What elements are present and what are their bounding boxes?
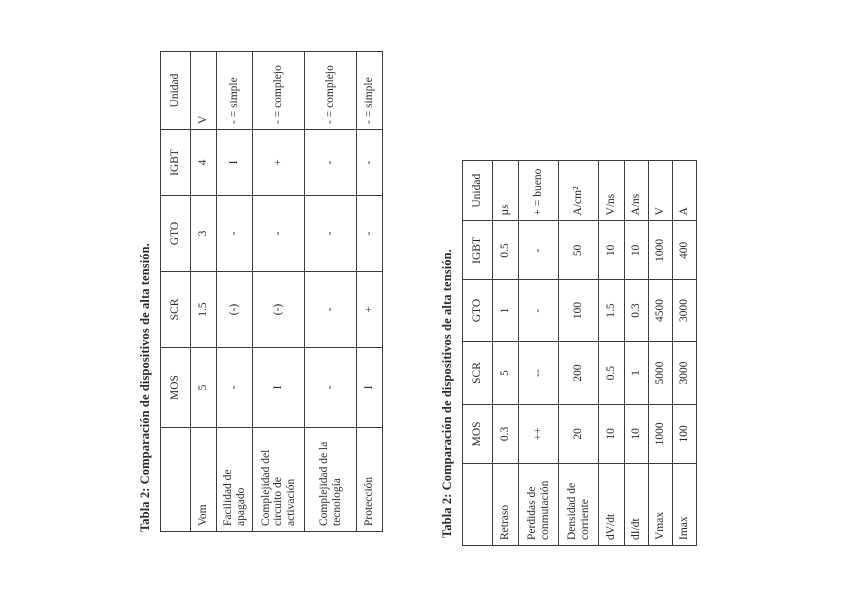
cell: - bbox=[357, 130, 383, 196]
table-2-corner bbox=[463, 463, 493, 545]
table-row bbox=[253, 52, 305, 532]
cell: 10 bbox=[625, 405, 649, 463]
cell: V bbox=[191, 52, 217, 130]
cell: - bbox=[217, 348, 253, 428]
table-row bbox=[649, 161, 673, 546]
row-label: Perdidas de conmutación bbox=[519, 463, 559, 545]
table-1-col-igbt: IGBT bbox=[161, 130, 191, 196]
table-2-col-mos: MOS bbox=[463, 405, 493, 463]
table-2-block bbox=[440, 160, 697, 546]
cell: A/ns bbox=[625, 161, 649, 221]
table-row bbox=[305, 52, 357, 532]
cell: 5 bbox=[493, 341, 519, 405]
cell: - bbox=[305, 130, 357, 196]
table-1-col-unidad: Unidad bbox=[161, 52, 191, 130]
cell: ++ bbox=[519, 405, 559, 463]
cell: 0.5 bbox=[493, 221, 519, 280]
cell: V bbox=[649, 161, 673, 221]
table-row bbox=[519, 161, 559, 546]
cell: 10 bbox=[625, 221, 649, 280]
table-row bbox=[559, 161, 599, 546]
cell: + bbox=[253, 130, 305, 196]
table-row bbox=[493, 161, 519, 546]
table-1-caption: Tabla 2: Comparación de dispositivos de alta tensión. bbox=[138, 243, 152, 532]
cell: A/cm² bbox=[559, 161, 599, 221]
table-1-col-gto: GTO bbox=[161, 196, 191, 272]
row-label: Vom bbox=[191, 428, 217, 532]
row-label: Vmax bbox=[649, 463, 673, 545]
cell: A bbox=[673, 161, 697, 221]
cell: -- bbox=[519, 341, 559, 405]
row-label: Complejidad de la tecnología bbox=[305, 428, 357, 532]
cell: 400 bbox=[673, 221, 697, 280]
table-2-col-unidad: Unidad bbox=[463, 161, 493, 221]
row-label: dV/dt bbox=[599, 463, 625, 545]
table-1-col-mos: MOS bbox=[161, 348, 191, 428]
table-row bbox=[191, 52, 217, 532]
row-label: dI/dt bbox=[625, 463, 649, 545]
cell: 1000 bbox=[649, 405, 673, 463]
cell: 10 bbox=[599, 405, 625, 463]
cell: 3000 bbox=[673, 280, 697, 341]
cell: I bbox=[357, 348, 383, 428]
cell: - = complejo bbox=[253, 52, 305, 130]
cell: 1000 bbox=[649, 221, 673, 280]
cell: 5 bbox=[191, 348, 217, 428]
cell: - bbox=[305, 348, 357, 428]
table-1-header-row bbox=[161, 52, 191, 532]
cell: + = bueno bbox=[519, 161, 559, 221]
row-label: Retraso bbox=[493, 463, 519, 545]
cell: 1 bbox=[625, 341, 649, 405]
cell: 3000 bbox=[673, 341, 697, 405]
row-label: Complejidad del circuito de activación bbox=[253, 428, 305, 532]
table-2 bbox=[462, 160, 697, 546]
cell: 20 bbox=[559, 405, 599, 463]
cell: 3 bbox=[191, 196, 217, 272]
table-row bbox=[357, 52, 383, 532]
cell: 50 bbox=[559, 221, 599, 280]
row-label: Densidad de corriente bbox=[559, 463, 599, 545]
cell: 1.5 bbox=[191, 272, 217, 348]
cell: - = complejo bbox=[305, 52, 357, 130]
table-1 bbox=[160, 51, 383, 532]
row-label: Imax bbox=[673, 463, 697, 545]
cell: - bbox=[305, 196, 357, 272]
table-2-col-igbt: IGBT bbox=[463, 221, 493, 280]
cell: - = simple bbox=[217, 52, 253, 130]
cell: + bbox=[357, 272, 383, 348]
table-row bbox=[673, 161, 697, 546]
cell: 200 bbox=[559, 341, 599, 405]
table-2-col-gto: GTO bbox=[463, 280, 493, 341]
cell: - bbox=[357, 196, 383, 272]
table-1-block bbox=[138, 51, 383, 532]
table-row bbox=[599, 161, 625, 546]
cell: - bbox=[253, 196, 305, 272]
cell: 100 bbox=[673, 405, 697, 463]
table-row bbox=[625, 161, 649, 546]
cell: 100 bbox=[559, 280, 599, 341]
table-2-header-row bbox=[463, 161, 493, 546]
cell: 4 bbox=[191, 130, 217, 196]
cell: 10 bbox=[599, 221, 625, 280]
cell: 5000 bbox=[649, 341, 673, 405]
cell: - bbox=[519, 280, 559, 341]
cell: 0.5 bbox=[599, 341, 625, 405]
cell: I bbox=[253, 348, 305, 428]
cell: - bbox=[519, 221, 559, 280]
row-label: Facilidad de apagado bbox=[217, 428, 253, 532]
cell: - bbox=[217, 196, 253, 272]
cell: 4500 bbox=[649, 280, 673, 341]
table-2-caption: Tabla 2: Comparación de dispositivos de alta tensión. bbox=[440, 249, 454, 538]
cell: (-) bbox=[253, 272, 305, 348]
cell: 1 bbox=[493, 280, 519, 341]
table-1-corner bbox=[161, 428, 191, 532]
table-1-col-scr: SCR bbox=[161, 272, 191, 348]
cell: 0.3 bbox=[625, 280, 649, 341]
row-label: Protección bbox=[357, 428, 383, 532]
cell: V/ns bbox=[599, 161, 625, 221]
cell: - bbox=[305, 272, 357, 348]
table-2-col-scr: SCR bbox=[463, 341, 493, 405]
cell: - = simple bbox=[357, 52, 383, 130]
cell: 0.3 bbox=[493, 405, 519, 463]
cell: (-) bbox=[217, 272, 253, 348]
cell: 1.5 bbox=[599, 280, 625, 341]
table-row bbox=[217, 52, 253, 532]
cell: I bbox=[217, 130, 253, 196]
cell: µs bbox=[493, 161, 519, 221]
